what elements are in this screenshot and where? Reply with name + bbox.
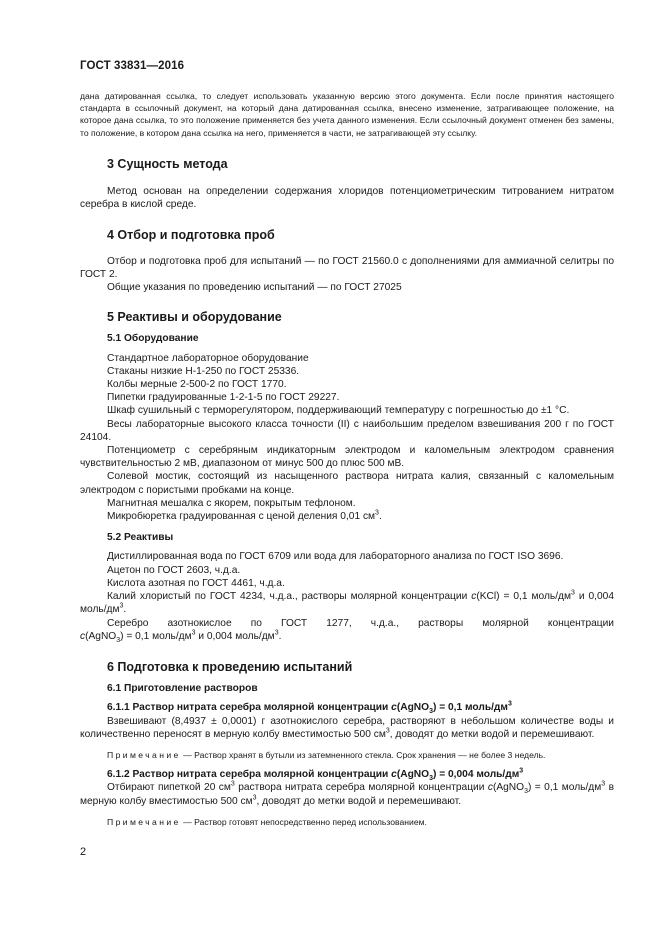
note-1: Примечание — Раствор хранят в бутыли из затемненного стекла. Срок хранения — не более 3 недель. <box>107 749 546 760</box>
equipment-item: Весы лабораторные высокого класса точности (II) с наибольшим пределом взвешивания 200 г по ГОСТ 24104. <box>80 418 614 443</box>
section-5-heading: 5 Реактивы и оборудование <box>107 310 282 325</box>
page-number: 2 <box>80 846 87 858</box>
equipment-item-microburette: Микробюретка градуированная с ценой деления 0,01 $см^3$. <box>107 509 382 523</box>
reagent-item: Дистиллированная вода по ГОСТ 6709 или вода для лабораторного анализа по ГОСТ ISO 3696. <box>107 551 564 563</box>
note-2: Примечание — Раствор готовят непосредственно перед использованием. <box>107 816 427 827</box>
subsection-5-1-heading: 5.1 Оборудование <box>107 333 199 345</box>
equipment-item: Магнитная мешалка с якорем, покрытым тефлоном. <box>107 497 356 509</box>
reagent-item-agno3-cont: c(AgNO$_3$) = 0,1 моль/$дм^3$ и 0,004 моль/$дм^3$. <box>80 629 282 644</box>
equipment-item: Стандартное лабораторное оборудование <box>107 352 309 364</box>
equipment-item: Пипетки градуированные 1-2-1-5 по ГОСТ 29227. <box>107 392 340 404</box>
intro-paragraph: дана датированная ссылка, то следует использовать указанную версию этого документа. Если после принятия настоящего стандарта в ссылочный документ, на который дана датированная ссылка, внесено изменение, затрагивающее положение, на которое дана ссылка, то это положение применяется без учета данного изменения. Если ссылочный документ отменен без замены, то положение, в котором дана ссылка на него, применяется в части, не затрагивающей эту ссылку. <box>80 91 614 138</box>
reagent-item-kcl: Калий хлористый по ГОСТ 4234, ч.д.а., растворы молярной концентрации c(KCl) = 0,1 моль/$дм^3$ и 0,004 моль/$дм^3$. <box>80 589 614 616</box>
section-6-heading: 6 Подготовка к проведению испытаний <box>107 659 353 674</box>
note-label: Примечание <box>107 816 181 827</box>
subsection-6-1-2-heading: 6.1.2 Раствор нитрата серебра молярной концентрации c(AgNO$_3$) = 0,004 моль/$дм^3$ <box>107 767 524 783</box>
subsection-6-1-heading: 6.1 Приготовление растворов <box>107 683 258 695</box>
section-4-paragraph-2: Общие указания по проведению испытаний — по ГОСТ 27025 <box>107 282 402 294</box>
equipment-item: Потенциометр с серебряным индикаторным электродом и каломельным электродом сравнения чувствительностью 2 мВ, диапазоном от минус 500 до плюс 500 мВ. <box>80 445 614 470</box>
document-header: ГОСТ 33831—2016 <box>80 60 185 72</box>
page-content <box>80 90 614 829</box>
note-label: Примечание <box>107 749 181 760</box>
reagent-item: Кислота азотная по ГОСТ 4461, ч.д.а. <box>107 577 285 589</box>
equipment-item: Колбы мерные 2-500-2 по ГОСТ 1770. <box>107 379 287 391</box>
reagent-item-agno3: Серебро азотнокислое по ГОСТ 1277, ч.д.а., растворы молярной концентрации <box>107 617 614 629</box>
subsection-6-1-1-heading: 6.1.1 Раствор нитрата серебра молярной концентрации c(AgNO$_3$) = 0,1 моль/$дм^3$ <box>107 700 512 716</box>
section-3-heading: 3 Сущность метода <box>107 156 228 171</box>
subsection-6-1-2-text: Отбирают пипеткой 20 $см^3$ раствора нитрата серебра молярной концентрации c(AgNO$_3$) = 0,1 моль/$дм^3$ в мерную колбу вместимостью 500 $см^3$, доводят до метки водой и перемешивают. <box>80 780 614 807</box>
equipment-item: Солевой мостик, состоящий из насыщенного раствора нитрата калия, связанный с каломельным электродом с пористыми пробками на конце. <box>80 471 614 496</box>
subsection-5-2-heading: 5.2 Реактивы <box>107 532 174 544</box>
subsection-6-1-1-text: Взвешивают (8,4937 ± 0,0001) г азотнокислого серебра, растворяют в небольшом количестве воды и количественно переносят в мерную колбу вместимостью 500 $см^3$, доводят до метки водой и перемешивают. <box>80 715 614 740</box>
section-3-text: Метод основан на определении содержания хлоридов потенциометрическим титрованием нитратом серебра в кислой среде. <box>80 186 614 211</box>
section-4-paragraph-1: Отбор и подготовка проб для испытаний — по ГОСТ 21560.0 с дополнениями для аммиачной селитры по ГОСТ 2. <box>80 255 614 280</box>
reagent-item: Ацетон по ГОСТ 2603, ч.д.а. <box>107 564 241 576</box>
equipment-item: Стаканы низкие Н-1-250 по ГОСТ 25336. <box>107 365 300 377</box>
equipment-item: Шкаф сушильный с терморегулятором, поддерживающий температуру с погрешностью до ±1 °С. <box>107 405 570 417</box>
section-4-heading: 4 Отбор и подготовка проб <box>107 228 275 243</box>
